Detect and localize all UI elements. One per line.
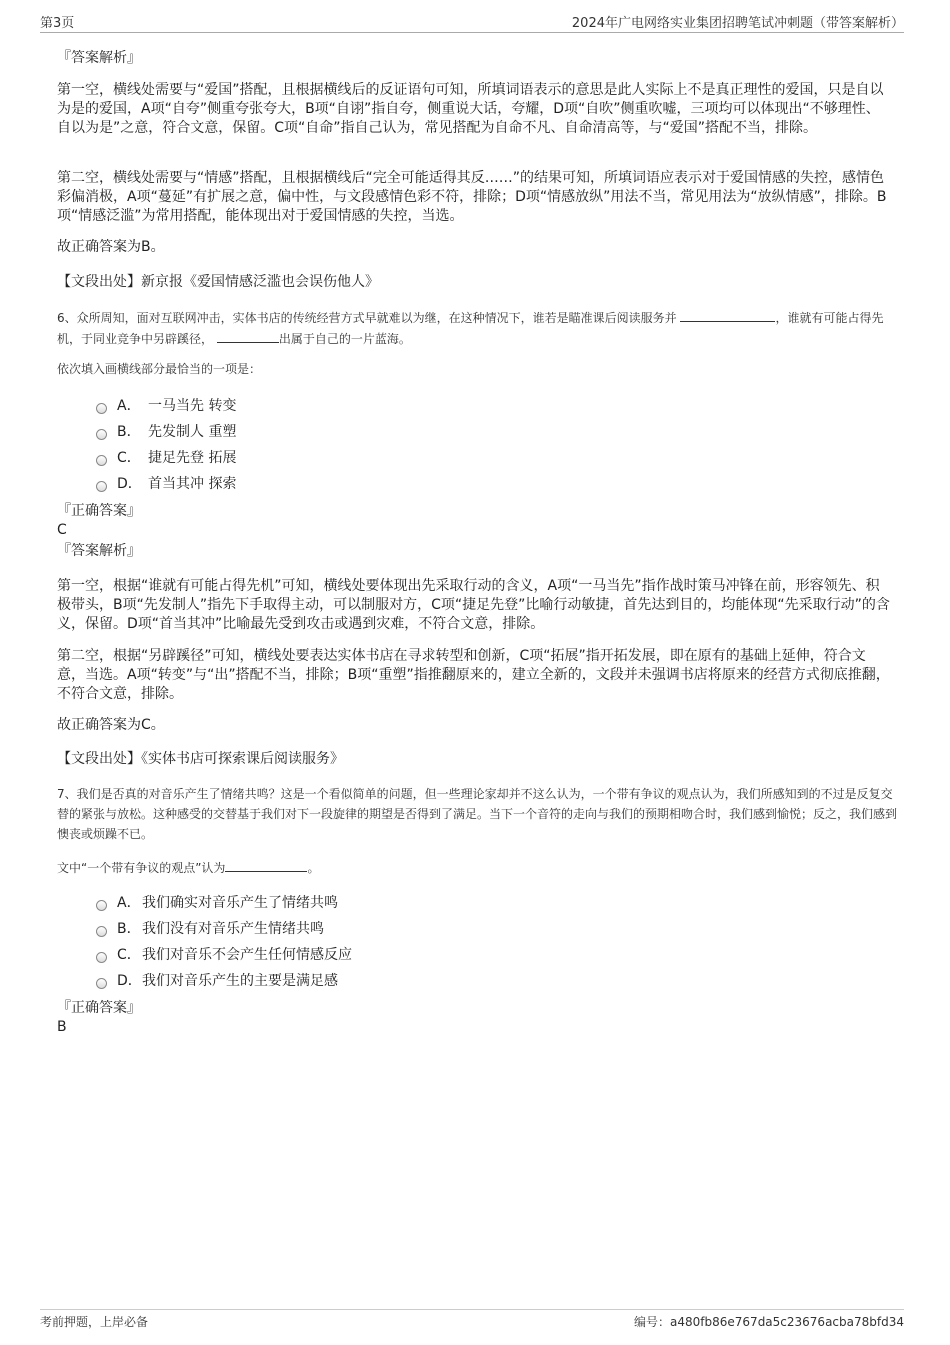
q6-answer: C	[57, 522, 67, 538]
q7-answer-label: 『正确答案』	[57, 1000, 141, 1016]
q6-blank-1	[680, 307, 775, 322]
option-label: A．	[117, 398, 141, 414]
radio-icon[interactable]	[96, 481, 107, 492]
option-label: B．	[117, 424, 141, 440]
footer-slogan: 考前押题，上岸必备	[40, 1315, 149, 1329]
radio-icon[interactable]	[96, 926, 107, 937]
q5-analysis-para1: 第一空，横线处需要与“爱国”搭配，且根据横线后的反证语句可知，所填词语表示的意思是此人实际上不是真正理性的爱国，只是自以为是的爱国，A项“自夸”侧重夸张夸大，B项“自诩”指自夸，侧重说大话，夸耀，D项“自吹”侧重吹嘘，三项均可以体现出“不够理性、自以为是”之意，符合文意，保留。C项“自命”指自己认为，常见搭配为自命不凡、自命清高等，与“爱国”搭配不当，排除。	[57, 82, 884, 136]
radio-icon[interactable]	[96, 403, 107, 414]
q6-stem-part: 6、众所周知，面对互联网冲击，实体书店的传统经营方式早就难以为继，在这种情况下，谁若是瞄准课后阅读服务并	[57, 311, 677, 325]
option-text: 首当其冲 探索	[148, 476, 237, 492]
option-text: 一马当先 转变	[148, 398, 237, 414]
q6-stem-part: 出属于自己的一片蓝海。	[278, 332, 411, 346]
q6-blank-2	[217, 328, 279, 343]
option-text: 我们对音乐产生的主要是满足感	[142, 973, 338, 989]
option-label: A．	[117, 895, 141, 911]
q7-blank	[225, 857, 307, 872]
option-label: C．	[117, 947, 141, 963]
q6-analysis-label: 『答案解析』	[57, 543, 141, 559]
option-text: 捷足先登 拓展	[148, 450, 237, 466]
option-label: D．	[117, 973, 142, 989]
q6-answer-label: 『正确答案』	[57, 503, 141, 519]
q7-answer: B	[57, 1019, 67, 1035]
q7-prompt	[57, 857, 897, 878]
q6-analysis-para1: 第一空，根据“谁就有可能占得先机”可知，横线处要体现出先采取行动的含义，A项“一马当先”指作战时策马冲锋在前，形容领先、积极带头，B项“先发制人”指先下手取得主动，可以制服对方，C项“捷足先登”比喻行动敏捷，首先达到目的，均能体现“先采取行动”的含义，保留。D项“首当其冲”比喻最先受到攻击或遇到灾难，不符合文意，排除。	[57, 578, 890, 632]
header-rule	[40, 32, 904, 33]
option-text: 我们确实对音乐产生了情绪共鸣	[142, 895, 338, 911]
q7-option-a[interactable]	[96, 894, 338, 912]
q6-option-a[interactable]	[96, 397, 236, 415]
q7-prompt-end: 。	[307, 861, 320, 875]
page-number: 第3页	[40, 16, 75, 31]
option-label: C．	[117, 450, 141, 466]
q5-source: 【文段出处】新京报《爱国情感泛滥也会误伤他人》	[57, 274, 379, 290]
q6-option-d[interactable]	[96, 475, 236, 493]
option-label: B．	[117, 921, 141, 937]
q5-analysis-para2: 第二空，横线处需要与“情感”搭配，且根据横线后“完全可能适得其反……”的结果可知，所填词语应表示对于爱国情感的失控，感情色彩偏消极，A项“蔓延”有扩展之意，偏中性，与文段感情色彩不符，排除；D项“情感放纵”用法不当，常见用法为“放纵情感”，排除。B项“情感泛滥”为常用搭配，能体现出对于爱国情感的失控，当选。	[57, 170, 887, 224]
radio-icon[interactable]	[96, 900, 107, 911]
q7-stem: 7、我们是否真的对音乐产生了情绪共鸣？这是一个看似简单的问题，但一些理论家却并不这么认为，一个带有争议的观点认为，我们所感知到的不过是反复交替的紧张与放松。这种感受的交替基于我们对下一段旋律的期望是否得到了满足。当下一个音符的走向与我们的预期相吻合时，我们感到愉悦；反之，我们感到懊丧或烦躁不已。	[57, 787, 898, 841]
q6-stem	[57, 307, 897, 349]
q6-stem-part: ，谁就有可能占得先机，于同业竞争中另辟蹊径，	[57, 311, 884, 346]
q5-analysis-label: 『答案解析』	[57, 50, 141, 66]
option-text: 先发制人 重塑	[148, 424, 237, 440]
radio-icon[interactable]	[96, 952, 107, 963]
q6-prompt: 依次填入画横线部分最恰当的一项是：	[57, 362, 262, 376]
radio-icon[interactable]	[96, 455, 107, 466]
footer-rule	[40, 1309, 904, 1310]
q5-conclusion: 故正确答案为B。	[57, 239, 165, 255]
option-text: 我们对音乐不会产生任何情感反应	[142, 947, 352, 963]
option-label: D．	[117, 476, 142, 492]
radio-icon[interactable]	[96, 978, 107, 989]
q6-conclusion: 故正确答案为C。	[57, 717, 165, 733]
q7-option-b[interactable]	[96, 920, 324, 938]
q6-option-b[interactable]	[96, 423, 236, 441]
q6-option-c[interactable]	[96, 449, 236, 467]
document-title: 2024年广电网络实业集团招聘笔试冲刺题（带答案解析）	[571, 16, 904, 31]
q7-option-d[interactable]	[96, 972, 338, 990]
q7-option-c[interactable]	[96, 946, 352, 964]
q6-source: 【文段出处】《实体书店可探索课后阅读服务》	[57, 751, 344, 767]
radio-icon[interactable]	[96, 429, 107, 440]
q6-analysis-para2: 第二空，根据“另辟蹊径”可知，横线处要表达实体书店在寻求转型和创新，C项“拓展”指开拓发展，即在原有的基础上延伸，符合文意，当选。A项“转变”与“出”搭配不当，排除；B项“重塑”指推翻原来的，建立全新的，文段并未强调书店将原来的经营方式彻底推翻，不符合文意，排除。	[57, 648, 890, 702]
document-id: 编号：a480fb86e767da5c23676acba78bfd34	[634, 1315, 904, 1329]
q7-prompt-text: 文中“一个带有争议的观点”认为	[57, 861, 226, 875]
option-text: 我们没有对音乐产生情绪共鸣	[142, 921, 324, 937]
